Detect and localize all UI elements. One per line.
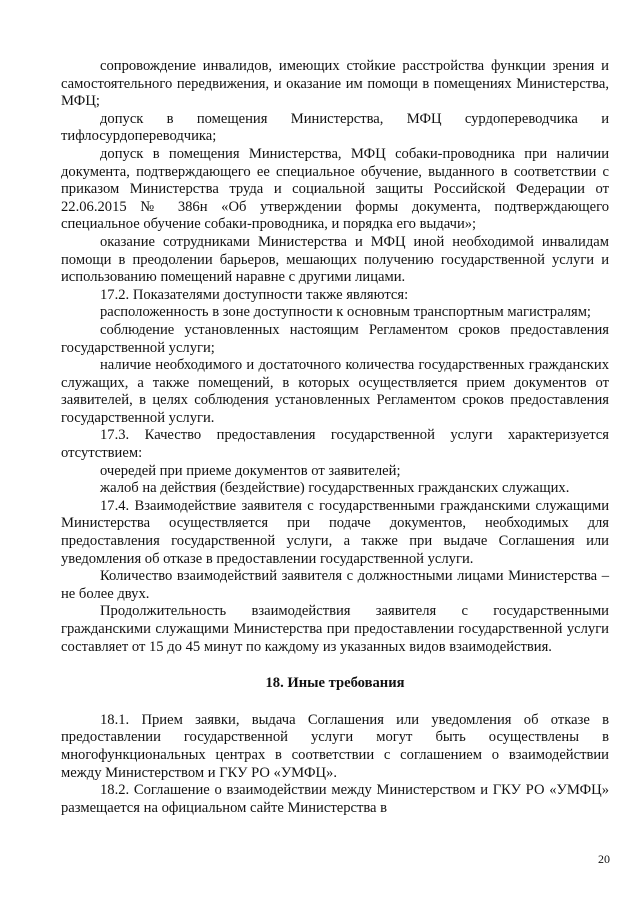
paragraph: допуск в помещения Министерства, МФЦ собаки-проводника при наличии документа, подтверждающего ее специальное обучение, выданного в соответствии с приказом Министерства труда и социальной защиты Российской Федерации от 22.06.2015 № 386н «Об утверждении формы документа, подтверждающего специальное обучение собаки-проводника, и порядка его выдачи»; xyxy=(61,145,609,233)
paragraph: оказание сотрудниками Министерства и МФЦ иной необходимой инвалидам помощи в преодолении барьеров, мешающих получению государственной услуги и использованию помещений наравне с другими лицами. xyxy=(61,233,609,286)
paragraph: 18.1. Прием заявки, выдача Соглашения или уведомления об отказе в предоставлении государственной услуги могут быть осуществлены в многофункциональных центрах в соответствии с соглашением о взаимодействии между Министерством и ГКУ РО «УМФЦ». xyxy=(61,711,609,781)
document-body xyxy=(61,58,609,817)
paragraph: 17.3. Качество предоставления государственной услуги характеризуется отсутствием: xyxy=(61,427,609,462)
paragraph: 17.2. Показателями доступности также являются: xyxy=(100,286,409,303)
paragraph: допуск в помещения Министерства, МФЦ сурдопереводчика и тифлосурдопереводчика; xyxy=(61,110,609,145)
paragraph: сопровождение инвалидов, имеющих стойкие расстройства функции зрения и самостоятельного передвижения, и оказание им помощи в помещениях Министерства, МФЦ; xyxy=(61,58,609,110)
paragraph: 18.2. Соглашение о взаимодействии между Министерством и ГКУ РО «УМФЦ» размещается на официальном сайте Министерства в xyxy=(61,782,609,816)
paragraph: очередей при приеме документов от заявителей; xyxy=(100,462,401,479)
paragraph: Количество взаимодействий заявителя с должностными лицами Министерства – не более двух. xyxy=(61,568,609,602)
paragraph: 17.4. Взаимодействие заявителя с государственными гражданскими служащими Министерства осуществляется при подаче документов, необходимых для предоставления государственной услуги, а также при выдаче Соглашения или уведомления об отказе в предоставлении государственной услуги. xyxy=(61,497,609,567)
paragraph: Продолжительность взаимодействия заявителя с государственными гражданскими служащими Министерства при предоставлении государственной услуги составляет от 15 до 45 минут по каждому из указанных видов взаимодействия. xyxy=(61,603,609,655)
paragraph: расположенность в зоне доступности к основным транспортным магистралям; xyxy=(100,304,591,321)
paragraph: наличие необходимого и достаточного количества государственных гражданских служащих, а также помещений, в которых осуществляется прием документов от заявителей, в целях соблюдения установленных Регламентом сроков предоставления государственной услуги. xyxy=(61,357,609,426)
paragraph: жалоб на действия (бездействие) государственных гражданских служащих. xyxy=(100,480,570,497)
section-heading: 18. Иные требования xyxy=(265,675,405,692)
page-number: 20 xyxy=(598,852,610,866)
paragraph: соблюдение установленных настоящим Регламентом сроков предоставления государственной услуги; xyxy=(61,321,609,356)
